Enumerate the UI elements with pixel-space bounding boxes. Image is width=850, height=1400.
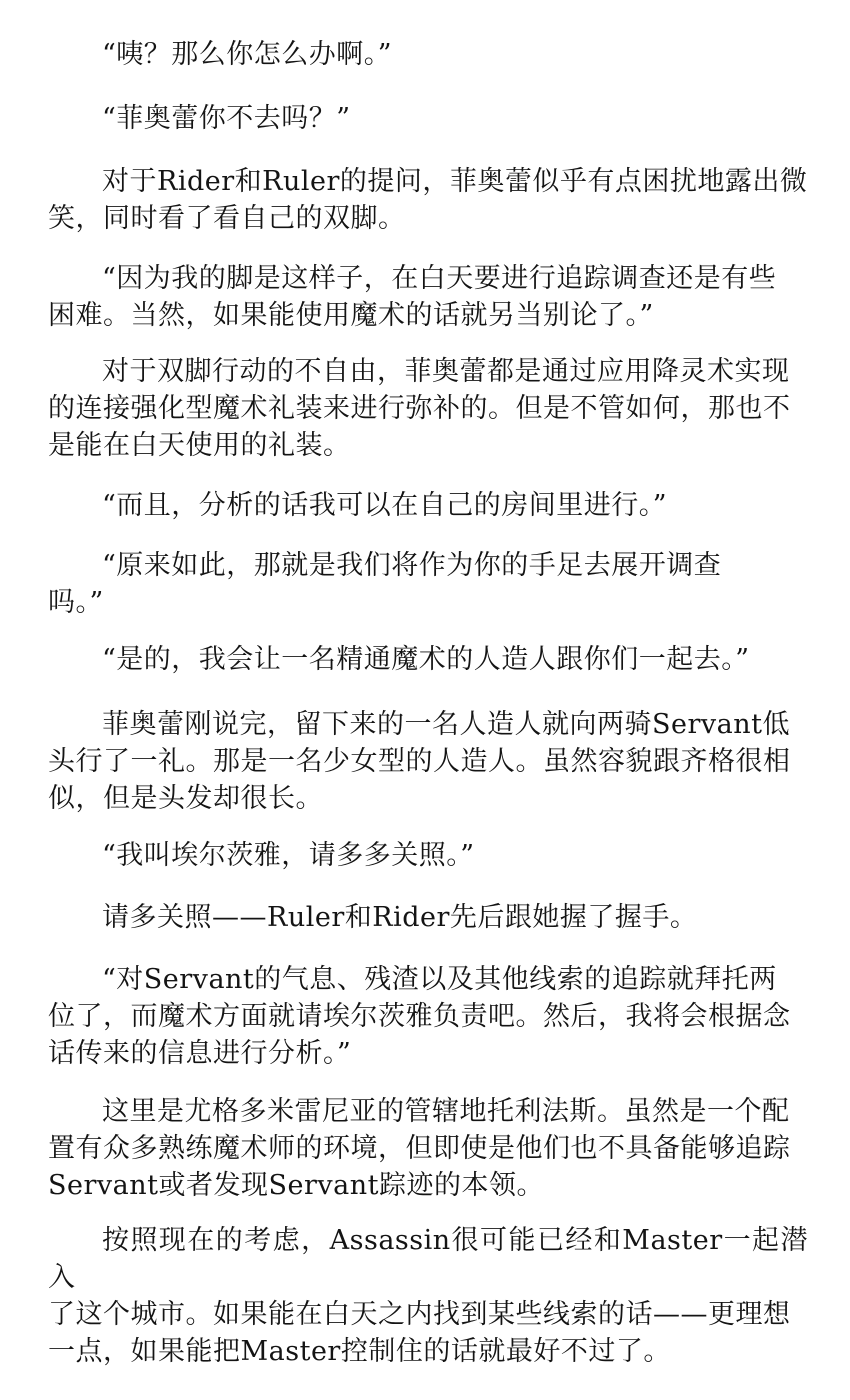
paragraph-line: 对于双脚行动的不自由，菲奥蕾都是通过应用降灵术实现 (102, 356, 790, 387)
paragraph-line: “因为我的脚是这样子，在白天要进行追踪调查还是有些 (102, 263, 777, 294)
paragraph-line: 请多关照——Ruler和Rider先后跟她握了握手。 (102, 902, 698, 933)
paragraph-line: 困难。当然，如果能使用魔术的话就另当别论了。” (48, 300, 654, 331)
paragraph-line: 菲奥蕾刚说完，留下来的一名人造人就向两骑Servant低 (102, 709, 790, 740)
paragraph-14 (48, 1222, 808, 1370)
paragraph-line: Servant或者发现Servant踪迹的本领。 (48, 1170, 544, 1201)
paragraph-line: 是能在白天使用的礼装。 (48, 430, 351, 461)
paragraph-11 (48, 899, 808, 936)
paragraph-line: 这里是尤格多米雷尼亚的管辖地托利法斯。虽然是一个配 (102, 1096, 790, 1127)
paragraph-line: 话传来的信息进行分析。” (48, 1038, 352, 1069)
paragraph-line: “原来如此，那就是我们将作为你的手足去展开调查 (102, 550, 722, 581)
paragraph-9 (48, 706, 808, 817)
paragraph-line: 位了，而魔术方面就请埃尔茨雅负责吧。然后，我将会根据念 (48, 1001, 791, 1032)
paragraph-1 (48, 36, 808, 73)
paragraph-line: 的连接强化型魔术礼装来进行弥补的。但是不管如何，那也不 (48, 393, 791, 424)
paragraph-line: 头行了一礼。那是一名少女型的人造人。虽然容貌跟齐格很相 (48, 746, 791, 777)
paragraph-line: “对Servant的气息、残渣以及其他线索的追踪就拜托两 (102, 964, 777, 995)
paragraph-line: “菲奥蕾你不去吗？” (102, 103, 351, 134)
paragraph-line: 一点，如果能把Master控制住的话就最好不过了。 (48, 1336, 671, 1367)
paragraph-line: 了这个城市。如果能在白天之内找到某些线索的话——更理想 (48, 1299, 791, 1330)
paragraph-6 (48, 487, 808, 524)
paragraph-line: 按照现在的考虑，Assassin很可能已经和Master一起潜入 (48, 1225, 808, 1293)
paragraph-7 (48, 547, 808, 621)
paragraph-line: “是的，我会让一名精通魔术的人造人跟你们一起去。” (102, 644, 750, 675)
paragraph-2 (48, 100, 808, 137)
paragraph-line: 笑，同时看了看自己的双脚。 (48, 203, 406, 234)
paragraph-line: 似，但是头发却很长。 (48, 783, 323, 814)
paragraph-3 (48, 163, 808, 237)
paragraph-13 (48, 1093, 808, 1204)
paragraph-12 (48, 961, 808, 1072)
paragraph-line: 吗。” (48, 587, 104, 618)
paragraph-line: “我叫埃尔茨雅，请多多关照。” (102, 840, 475, 871)
paragraph-line: “而且，分析的话我可以在自己的房间里进行。” (102, 490, 668, 521)
paragraph-5 (48, 353, 808, 464)
paragraph-line: 对于Rider和Ruler的提问，菲奥蕾似乎有点困扰地露出微 (102, 166, 808, 197)
paragraph-line: “咦？那么你怎么办啊。” (102, 39, 393, 70)
paragraph-10 (48, 837, 808, 874)
paragraph-4 (48, 260, 808, 334)
paragraph-8 (48, 641, 808, 678)
paragraph-line: 置有众多熟练魔术师的环境，但即使是他们也不具备能够追踪 (48, 1133, 791, 1164)
